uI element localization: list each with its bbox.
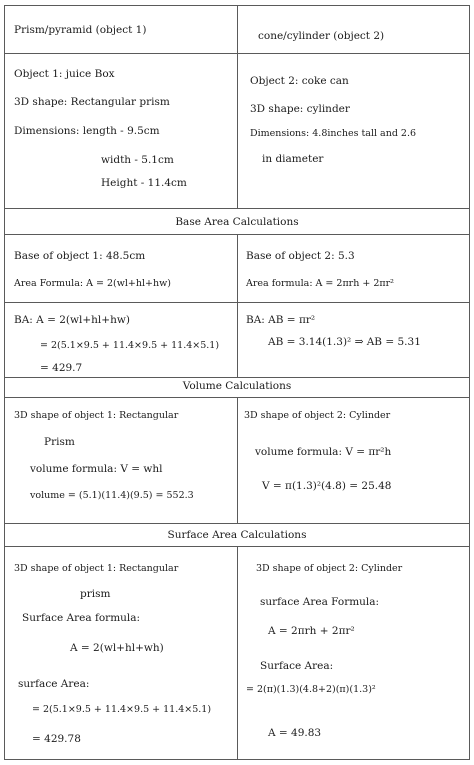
object2-shape: 3D shape: cylinder (250, 103, 350, 115)
column-divider-volume (237, 397, 238, 523)
header-right: cone/cylinder (object 2) (258, 30, 385, 42)
surface-area-object2-line2: A = 49.83 (268, 727, 322, 739)
surface-area-label-object1: surface Area: (18, 678, 90, 690)
surface-area-object1-line2: = 429.78 (32, 733, 81, 745)
surface-formula-object2: A = 2πrh + 2πr² (268, 625, 355, 637)
surface-shape-object1-prism: prism (80, 588, 111, 600)
area-formula-object1: Area Formula: A = 2(wl+hl+hw) (14, 278, 171, 289)
area-formula-object2: Area formula: A = 2πrh + 2πr² (246, 278, 394, 289)
ba-object1-line3: = 429.7 (40, 362, 83, 374)
surface-formula-object1: A = 2(wl+hl+wh) (70, 642, 164, 654)
surface-area-object2-line1: = 2(π)(1.3)(4.8+2)(π)(1.3)² (246, 684, 376, 695)
volume-shape-object1-prism: Prism (44, 436, 75, 448)
object1-shape: 3D shape: Rectangular prism (14, 96, 170, 108)
object1-length: Dimensions: length - 9.5cm (14, 125, 160, 137)
surface-formula-label-object2: surface Area Formula: (260, 596, 380, 608)
table-border-bottom (4, 759, 470, 760)
volume-title: Volume Calculations (182, 380, 292, 392)
column-divider-surface (237, 546, 238, 759)
surface-shape-object1: 3D shape of object 1: Rectangular (14, 563, 179, 574)
volume-shape-object2: 3D shape of object 2: Cylinder (244, 410, 391, 421)
ba-object2-line1: BA: AB = πr² (246, 314, 316, 326)
ba-object1-line1: BA: A = 2(wl+hl+hw) (14, 314, 130, 326)
divider-before-surface-title (4, 523, 470, 524)
column-divider-base (237, 234, 238, 377)
volume-formula-object2: volume formula: V = πr²h (255, 446, 392, 458)
surface-area-title: Surface Area Calculations (167, 529, 307, 541)
base-object1: Base of object 1: 48.5cm (14, 250, 146, 262)
volume-object1: volume = (5.1)(11.4)(9.5) = 552.3 (30, 490, 194, 501)
header-left: Prism/pyramid (object 1) (14, 24, 147, 36)
surface-formula-label-object1: Surface Area formula: (22, 612, 141, 624)
volume-shape-object1: 3D shape of object 1: Rectangular (14, 410, 179, 421)
volume-formula-object1: volume formula: V = whl (30, 463, 163, 475)
object2-dimensions: Dimensions: 4.8inches tall and 2.6 (250, 128, 417, 139)
surface-shape-object2: 3D shape of object 2: Cylinder (256, 563, 403, 574)
object1-height: Height - 11.4cm (101, 177, 187, 189)
divider-before-volume-title (4, 377, 470, 378)
ba-object2-line2: AB = 3.14(1.3)² ⇒ AB = 5.31 (268, 336, 421, 348)
object2-diameter: in diameter (262, 153, 324, 165)
column-divider-top (237, 5, 238, 208)
surface-area-object1-line1: = 2(5.1×9.5 + 11.4×9.5 + 11.4×5.1) (32, 704, 212, 715)
ba-object1-line2: = 2(5.1×9.5 + 11.4×9.5 + 11.4×5.1) (40, 340, 220, 351)
base-object2: Base of object 2: 5.3 (246, 250, 355, 262)
object1-width: width - 5.1cm (101, 154, 174, 166)
divider-before-base-title (4, 208, 470, 209)
object1-name: Object 1: juice Box (14, 68, 115, 80)
object2-name: Object 2: coke can (250, 75, 349, 87)
surface-area-label-object2: Surface Area: (260, 660, 334, 672)
base-area-title: Base Area Calculations (175, 216, 299, 228)
volume-object2: V = π(1.3)²(4.8) = 25.48 (262, 480, 392, 492)
